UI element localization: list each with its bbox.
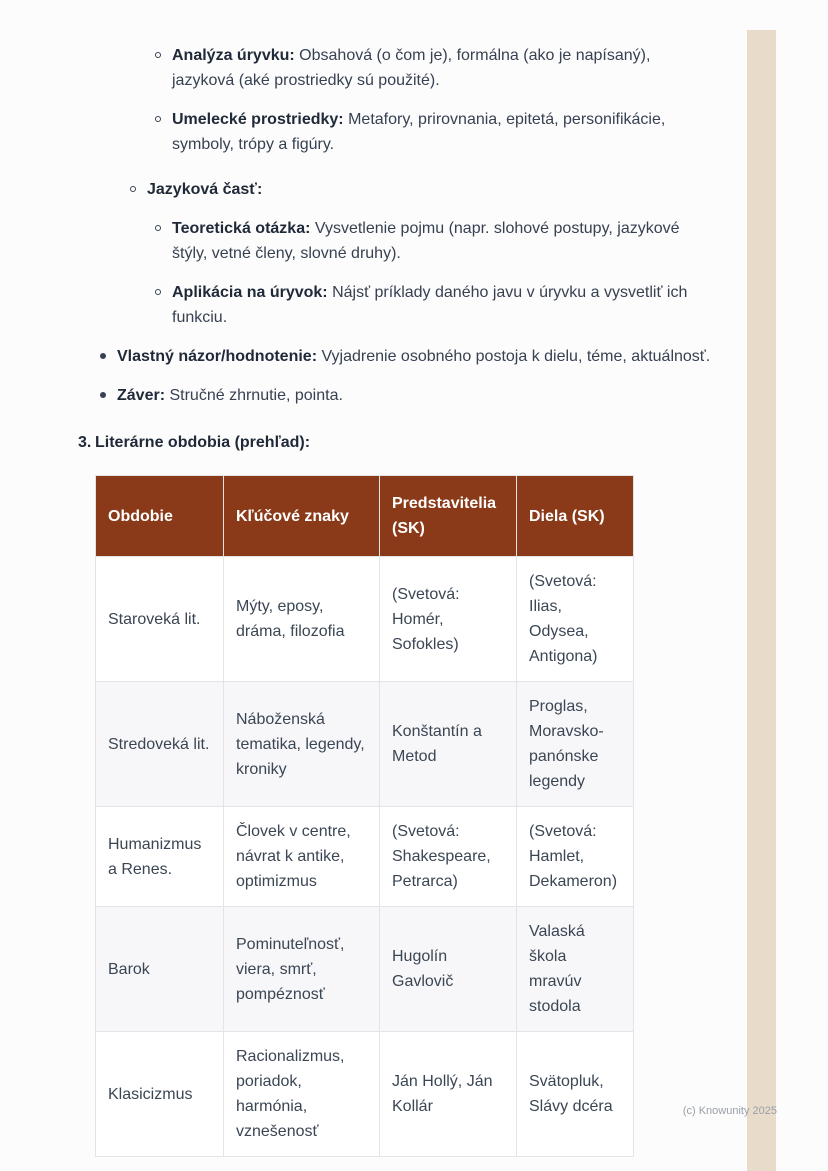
- table-cell: Klasicizmus: [96, 1032, 224, 1157]
- list-item-text: [172, 216, 712, 266]
- item-label: Vlastný názor/hodnotenie:: [117, 348, 318, 365]
- document-content: [0, 43, 746, 1157]
- list-item-teoreticka: [155, 216, 746, 266]
- section-number: 3.: [78, 434, 92, 451]
- table-cell: Ján Hollý, Ján Kollár: [380, 1032, 517, 1157]
- list-item-umelecke: [155, 107, 746, 157]
- list-item-text: [147, 177, 262, 202]
- table-cell: Proglas, Moravsko-panónske legendy: [517, 682, 634, 807]
- table-cell: Svätopluk, Slávy dcéra: [517, 1032, 634, 1157]
- table-header-cell: Predstavitelia (SK): [380, 476, 517, 557]
- list-item-text: [117, 344, 710, 369]
- table-cell: Humanizmus a Renes.: [96, 807, 224, 907]
- list-item-text: [172, 107, 712, 157]
- section-heading: [78, 430, 746, 455]
- table-row: [96, 907, 634, 1032]
- table-header-cell: Kľúčové znaky: [224, 476, 380, 557]
- table-row: [96, 557, 634, 682]
- table-cell: Konštantín a Metod: [380, 682, 517, 807]
- list-item-text: [172, 280, 712, 330]
- literary-periods-table: [95, 475, 634, 1157]
- circle-bullet-icon: [155, 225, 161, 231]
- item-label: Analýza úryvku:: [172, 47, 295, 64]
- item-label: Aplikácia na úryvok:: [172, 284, 328, 301]
- list-item-zaver: [100, 383, 746, 408]
- copyright-text: (c) Knowunity 2025: [682, 1105, 777, 1117]
- item-body: Metafory, prirovnania, epitetá, personifikácie, symboly, trópy a figúry.: [172, 111, 666, 153]
- item-body: Vyjadrenie osobného postoja k dielu, téme, aktuálnosť.: [321, 348, 711, 365]
- list-item-text: [172, 43, 712, 93]
- list-item-text: [117, 383, 343, 408]
- table-header-cell: Obdobie: [96, 476, 224, 557]
- table-cell: Staroveká lit.: [96, 557, 224, 682]
- table-cell: (Svetová: Shakespeare, Petrarca): [380, 807, 517, 907]
- table-cell: Mýty, eposy, dráma, filozofia: [224, 557, 380, 682]
- table-cell: (Svetová: Hamlet, Dekameron): [517, 807, 634, 907]
- item-label: Teoretická otázka:: [172, 220, 311, 237]
- circle-bullet-icon: [155, 52, 161, 58]
- section-title: Literárne obdobia (prehľad):: [95, 434, 311, 451]
- item-label: Jazyková časť:: [147, 181, 263, 198]
- table-cell: (Svetová: Ilias, Odysea, Antigona): [517, 557, 634, 682]
- item-label: Umelecké prostriedky:: [172, 111, 344, 128]
- circle-bullet-icon: [155, 116, 161, 122]
- list-item-jazykova: [130, 177, 746, 202]
- table-cell: Stredoveká lit.: [96, 682, 224, 807]
- list-item-aplikacia: [155, 280, 746, 330]
- circle-bullet-icon: [130, 186, 136, 192]
- table-header-cell: Diela (SK): [517, 476, 634, 557]
- disc-bullet-icon: [100, 392, 106, 398]
- table-cell: Barok: [96, 907, 224, 1032]
- item-label: Záver:: [117, 387, 166, 404]
- table-cell: Racionalizmus, poriadok, harmónia, vznešenosť: [224, 1032, 380, 1157]
- item-body: Obsahová (o čom je), formálna (ako je napísaný), jazyková (aké prostriedky sú použité).: [172, 47, 651, 89]
- table-cell: Človek v centre, návrat k antike, optimizmus: [224, 807, 380, 907]
- table-row: [96, 682, 634, 807]
- table-cell: Hugolín Gavlovič: [380, 907, 517, 1032]
- list-item-analyza: [155, 43, 746, 93]
- table-header-row: [96, 476, 634, 557]
- table-cell: (Svetová: Homér, Sofokles): [380, 557, 517, 682]
- disc-bullet-icon: [100, 353, 106, 359]
- table-cell: Valaská škola mravúv stodola: [517, 907, 634, 1032]
- table-cell: Náboženská tematika, legendy, kroniky: [224, 682, 380, 807]
- table-row: [96, 1032, 634, 1157]
- item-body: Vysvetlenie pojmu (napr. slohové postupy, jazykové štýly, vetné členy, slovné druhy).: [172, 220, 680, 262]
- item-body: Stručné zhrnutie, pointa.: [169, 387, 343, 404]
- list-item-vlastny: [100, 344, 746, 369]
- item-body: Nájsť príklady daného javu v úryvku a vysvetliť ich funkciu.: [172, 284, 688, 326]
- page-edge-stripe: [747, 30, 776, 1171]
- table-row: [96, 807, 634, 907]
- circle-bullet-icon: [155, 289, 161, 295]
- table-cell: Pominuteľnosť, viera, smrť, pompéznosť: [224, 907, 380, 1032]
